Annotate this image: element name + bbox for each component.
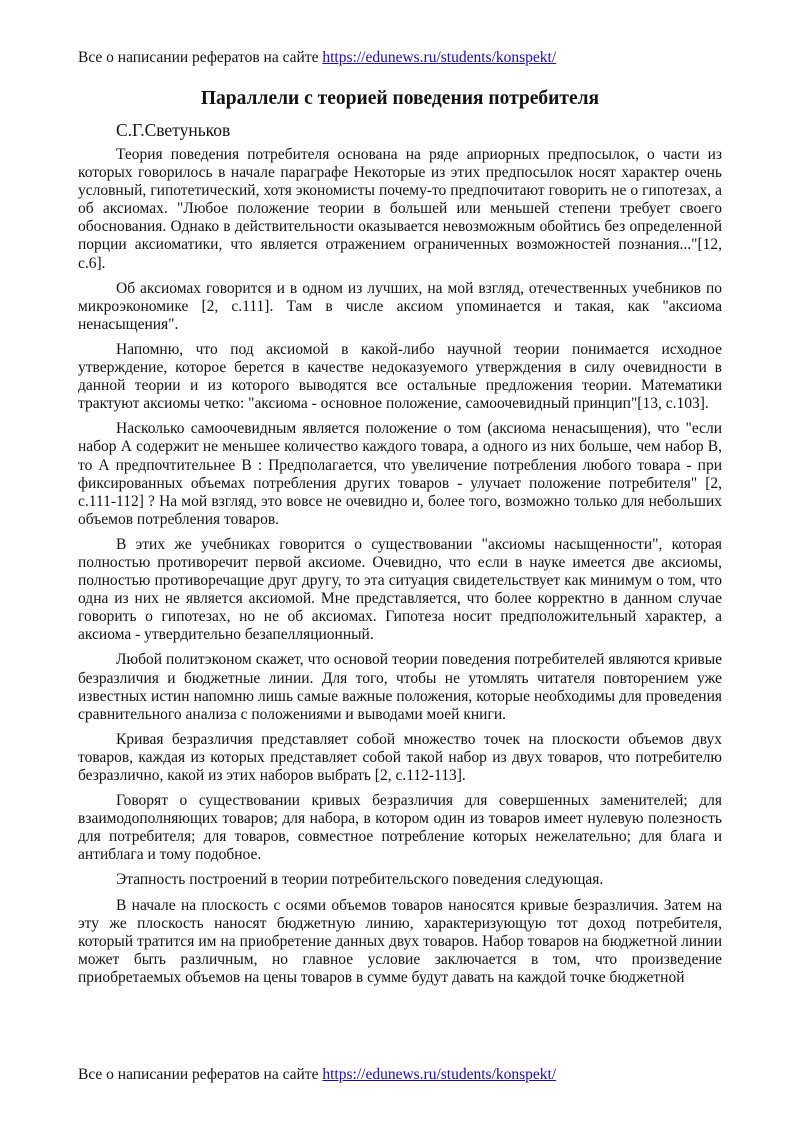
paragraph-9: Этапность построений в теории потребительского поведения следующая. xyxy=(116,871,604,889)
paragraph-4: Насколько самоочевидным является положение о том (аксиома ненасыщения), что "если набор А содержит не меньшее количество каждого товара, а одного из них больше, чем набор В, то А предпочтительнее В : Предполагается, что увеличение потребления любого товара - при фиксированных объемах потребления других товаров - улучает положение потребителя" [2, с.111-112] ? На мой взгляд, это вовсе не очевидно и, более того, возможно только для небольших объемов потребления товаров. xyxy=(78,420,722,528)
paragraph-1: Теория поведения потребителя основана на ряде априорных предпосылок, о части из которых говорилось в начале параграфе Некоторые из этих предпосылок носят характер очень условный, гипотетический, хотя экономисты почему-то предпочитают говорить не о гипотезах, а об аксиомах. "Любое положение теории в большей или меньшей степени требует своего обоснования. Однако в действительности оказывается невозможным обойтись без определенной порции аксиоматики, что является отражением ограниченных возможностей познания..."[12, с.6]. xyxy=(78,146,722,272)
document-title: Параллели с теорией поведения потребителя xyxy=(200,88,600,109)
paragraph-5: В этих же учебниках говорится о существовании "аксиомы насыщенности", которая полностью противоречит первой аксиоме. Очевидно, что если в науке имеется две аксиомы, полностью противоречащие друг другу, то эта ситуация свидетельствует как минимум о том, что одна из них не является аксиомой. Мне представляется, что более корректно в данном случае говорить о гипотезах, но не об аксиомах. Гипотеза носит предположительный характер, а аксиома - утвердительно безапелляционный. xyxy=(78,535,722,644)
page-footer xyxy=(78,1065,556,1085)
document-body xyxy=(78,146,722,994)
document-author: С.Г.Светуньков xyxy=(116,120,231,140)
page-header xyxy=(78,48,556,68)
paragraph-2: Об аксиомах говорится и в одном из лучших, на мой взгляд, отечественных учебников по микроэкономике [2, с.111]. Там в числе аксиом упоминается и такая, как "аксиома ненасыщения". xyxy=(78,279,722,333)
paragraph-8: Говорят о существовании кривых безразличия для совершенных заменителей; для взаимодополняющих товаров; для набора, в котором один из товаров имеет нулевую полезность для потребителя; для товаров, совместное потребление которых нежелательно; для блага и антиблага и тому подобное. xyxy=(78,792,722,864)
header-text: Все о написании рефератов на сайте xyxy=(78,49,319,66)
paragraph-3: Напомню, что под аксиомой в какой-либо научной теории понимается исходное утверждение, которое берется в качестве недоказуемого утверждения в силу очевидности в данной теории и из которого выводятся все остальные предложения теории. Математики трактуют аксиомы четко: "аксиома - основное положение, самоочевидный принцип"[13, с.103]. xyxy=(78,340,722,413)
paragraph-7: Кривая безразличия представляет собой множество точек на плоскости объемов двух товаров, каждая из которых представляет собой такой набор из двух товаров, что потребителю безразлично, какой из этих наборов выбрать [2, с.112-113]. xyxy=(78,730,722,784)
header-link[interactable]: https://edunews.ru/students/konspekt/ xyxy=(322,49,557,66)
footer-link[interactable]: https://edunews.ru/students/konspekt/ xyxy=(322,1066,557,1083)
paragraph-6: Любой политэконом скажет, что основой теории поведения потребителей являются кривые безразличия и бюджетные линии. Для того, чтобы не утомлять читателя повторением уже известных истин напомню лишь самые важные положения, которые необходимы для проведения сравнительного анализа с положениями и выводами моей книги. xyxy=(78,651,722,723)
paragraph-10: В начале на плоскость с осями объемов товаров наносятся кривые безразличия. Затем на эту же плоскость наносят бюджетную линию, характеризующую тот доход потребителя, который тратится им на приобретение данных двух товаров. Набор товаров на бюджетной линии может быть различным, но главное условие заключается в том, что произведение приобретаемых объемов на цены товаров в сумме будут давать на каждой точке бюджетной xyxy=(78,896,722,986)
footer-text: Все о написании рефератов на сайте xyxy=(78,1066,319,1083)
